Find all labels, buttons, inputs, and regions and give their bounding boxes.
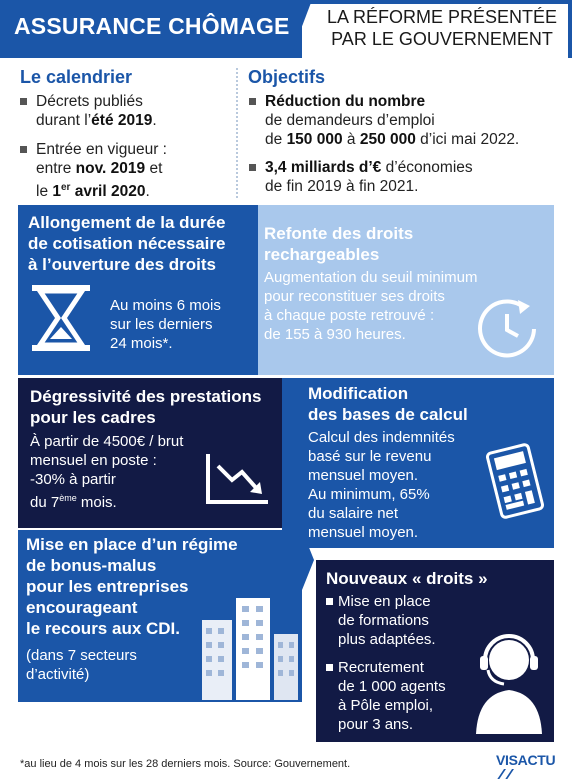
card-refonte-title: Refonte des droits rechargeables bbox=[264, 224, 414, 264]
card-modification-title: Modification des bases de calcul bbox=[308, 384, 468, 424]
card-bonus-malus-title: Mise en place d’un régime de bonus-malus pour les entreprises encourageant le recours aux CDI. bbox=[26, 535, 238, 638]
card-bonus-malus-text: (dans 7 secteurs d’activité) bbox=[26, 647, 137, 683]
card-nouveaux-droits-title: Nouveaux « droits » bbox=[326, 569, 488, 588]
calculator-icon bbox=[484, 442, 546, 520]
card-allongement-text: Au moins 6 mois sur les derniers 24 mois*. bbox=[110, 297, 221, 352]
support-agent-icon bbox=[470, 630, 548, 734]
objectifs-item-economies bbox=[265, 158, 473, 196]
objectifs-item1-line2: de demandeurs d’emploi bbox=[265, 112, 435, 129]
calendrier-item2-line1: Entrée en vigueur : bbox=[36, 141, 167, 158]
card-nouveaux-bullet-recrutement: Recrutement de 1 000 agents à Pôle emploi, pour 3 ans. bbox=[338, 658, 446, 734]
card-nouveaux-bullet-formations: Mise en place de formations plus adaptées. bbox=[338, 592, 436, 649]
calendrier-item-vigueur bbox=[36, 140, 167, 201]
card-refonte-text: Augmentation du seuil minimum pour reconstituer ses droits à chaque poste retrouvé : de 155 à 930 heures. bbox=[264, 269, 478, 343]
calendrier-item1-line2: durant l’été 2019. bbox=[36, 112, 157, 129]
objectifs-item-reduction bbox=[265, 92, 519, 149]
bullet-square bbox=[326, 664, 333, 671]
downtrend-chart-icon bbox=[204, 450, 272, 506]
card-degressivite-text: À partir de 4500€ / brut mensuel en poste : -30% à partir du 7ème mois. bbox=[30, 433, 184, 511]
visactu-logo: VISACTU bbox=[496, 752, 572, 779]
page-subtitle bbox=[322, 6, 562, 50]
section-divider bbox=[236, 68, 238, 198]
bullet-square bbox=[20, 146, 27, 153]
bullet-square bbox=[20, 98, 27, 105]
card-bonus-malus-arrow bbox=[302, 530, 314, 590]
calendrier-title: Le calendrier bbox=[20, 67, 133, 87]
page-title: ASSURANCE CHÔMAGE bbox=[14, 13, 290, 39]
objectifs-title: Objectifs bbox=[248, 67, 326, 87]
calendrier-item1-line1: Décrets publiés bbox=[36, 93, 143, 110]
bullet-square bbox=[326, 598, 333, 605]
objectifs-item2-line2: de fin 2019 à fin 2021. bbox=[265, 178, 419, 195]
clock-refresh-icon bbox=[474, 296, 546, 362]
calendrier-item-decrets bbox=[36, 92, 157, 130]
calendrier-item2-line3: le 1er avril 2020. bbox=[36, 182, 150, 201]
card-degressivite-title: Dégressivité des prestations pour les cadres bbox=[30, 387, 262, 427]
logo-mark-icon bbox=[496, 769, 514, 779]
card-allongement-title: Allongement de la durée de cotisation nécessaire à l’ouverture des droits bbox=[28, 213, 226, 274]
card-modification-text: Calcul des indemnités basé sur le revenu mensuel moyen. Au minimum, 65% du salaire net mensuel moyen. bbox=[308, 429, 455, 541]
hourglass-icon bbox=[30, 283, 92, 353]
calendrier-item2-line2: entre nov. 2019 et bbox=[36, 160, 163, 177]
footnote: *au lieu de 4 mois sur les 28 derniers mois. Source: Gouvernement. bbox=[20, 758, 351, 770]
objectifs-item1-line3: de 150 000 à 250 000 d’ici mai 2022. bbox=[265, 131, 520, 148]
objectifs-item1-line1: Réduction du nombre bbox=[265, 93, 426, 110]
bullet-square bbox=[249, 164, 256, 171]
bullet-square bbox=[249, 98, 256, 105]
objectifs-item2-line1: 3,4 milliards d’€ d’économies bbox=[265, 159, 473, 176]
page-subtitle-line1: LA RÉFORME PRÉSENTÉE bbox=[326, 7, 558, 27]
page-subtitle-line2: PAR LE GOUVERNEMENT bbox=[331, 29, 553, 49]
buildings-icon bbox=[196, 590, 300, 700]
